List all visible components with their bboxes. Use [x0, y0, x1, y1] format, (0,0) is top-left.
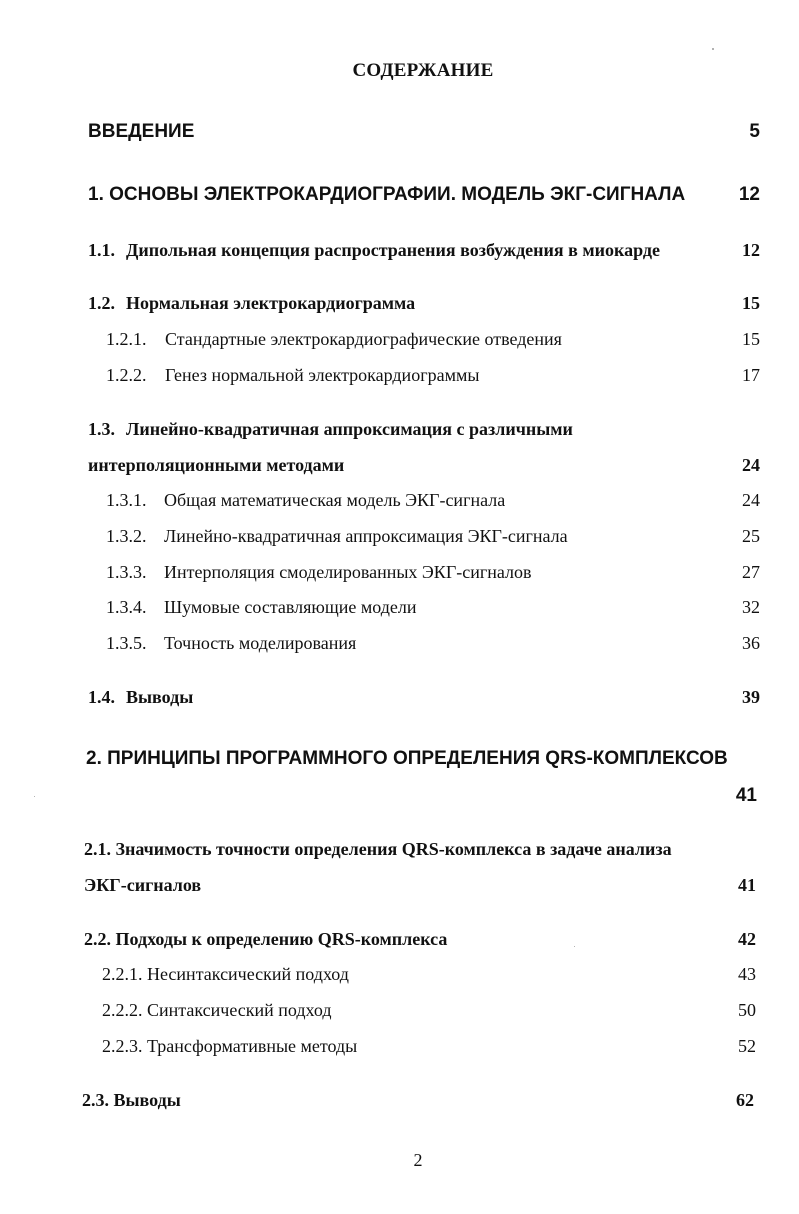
- toc-entry-page: 15: [742, 329, 760, 349]
- toc-entry-text: ЭКГ-сигналов: [84, 875, 202, 895]
- toc-entry-text: Точность моделирования: [164, 633, 357, 653]
- toc-entry-page: 36: [742, 633, 760, 653]
- toc-section-number: 1.3.1.: [106, 490, 147, 510]
- toc-subsection-1-2-2[interactable]: [106, 365, 760, 389]
- toc-entry-page: 52: [738, 1036, 756, 1056]
- toc-section-2-1[interactable]: [84, 839, 756, 863]
- toc-entry-text: Выводы: [126, 687, 194, 707]
- toc-entry-text: Общая математическая модель ЭКГ-сигнала: [164, 490, 506, 510]
- toc-entry-page: 5: [749, 121, 760, 142]
- toc-section-1-1[interactable]: [88, 240, 760, 264]
- toc-entry-page: 25: [742, 526, 760, 546]
- toc-entry-page: 39: [742, 687, 760, 707]
- toc-entry-page: 24: [742, 490, 760, 510]
- toc-section-number: 1.2.: [88, 293, 115, 313]
- toc-section-number: 1.3.: [88, 419, 115, 439]
- toc-entry-text: 2.2. Подходы к определению QRS-комплекса: [84, 929, 448, 949]
- scan-speck: [34, 796, 35, 797]
- toc-subsection-1-3-1[interactable]: [106, 490, 760, 514]
- toc-entry-page: 17: [742, 365, 760, 385]
- toc-entry-text: Шумовые составляющие модели: [164, 597, 417, 617]
- toc-entry-page: 41: [738, 875, 756, 895]
- toc-entry-text: 1. ОСНОВЫ ЭЛЕКТРОКАРДИОГРАФИИ. МОДЕЛЬ ЭКГ-СИГНАЛА: [88, 184, 686, 205]
- toc-entry-text: Стандартные электрокардиографические отведения: [165, 329, 562, 349]
- toc-entry-text: 2.2.1. Несинтаксический подход: [102, 964, 349, 984]
- toc-entry-page: 43: [738, 964, 756, 984]
- toc-subsection-2-2-3[interactable]: [102, 1036, 756, 1060]
- scan-speck: [574, 946, 575, 947]
- toc-entry-text: Интерполяция смоделированных ЭКГ-сигналов: [164, 562, 532, 582]
- toc-section-number: 1.3.3.: [106, 562, 147, 582]
- page-title: СОДЕРЖАНИЕ: [352, 60, 494, 81]
- toc-section-1-4[interactable]: [88, 687, 760, 711]
- toc-entry-page: 50: [738, 1000, 756, 1020]
- toc-entry-text: 2.3. Выводы: [82, 1090, 181, 1110]
- toc-chapter-1[interactable]: [88, 184, 760, 208]
- toc-section-2-1-continued[interactable]: [84, 875, 756, 899]
- toc-entry-text: 2.2.2. Синтаксический подход: [102, 1000, 332, 1020]
- toc-section-number: 1.3.2.: [106, 526, 147, 546]
- toc-entry-text: Линейно-квадратичная аппроксимация с различными: [126, 419, 573, 439]
- toc-entry-page: 42: [738, 929, 756, 949]
- toc-chapter-2-page-row[interactable]: [86, 785, 760, 809]
- toc-subsection-1-3-4[interactable]: [106, 597, 760, 621]
- toc-section-2-3[interactable]: [82, 1090, 756, 1114]
- toc-entry-intro[interactable]: [88, 121, 760, 145]
- toc-entry-page: 15: [742, 293, 760, 313]
- toc-section-number: 1.1.: [88, 240, 115, 260]
- toc-entry-text: ВВЕДЕНИЕ: [88, 121, 195, 142]
- toc-section-1-3[interactable]: [88, 419, 760, 443]
- toc-entry-page: 24: [742, 455, 760, 475]
- toc-section-number: 1.2.1.: [106, 329, 147, 349]
- toc-entry-page: 62: [736, 1090, 754, 1110]
- toc-subsection-1-2-1[interactable]: [106, 329, 760, 353]
- toc-subsection-1-3-2[interactable]: [106, 526, 760, 550]
- toc-subsection-2-2-1[interactable]: [102, 964, 756, 988]
- toc-section-number: 1.2.2.: [106, 365, 147, 385]
- toc-section-1-2[interactable]: [88, 293, 760, 317]
- scan-speck: [712, 48, 714, 50]
- toc-entry-text: 2. ПРИНЦИПЫ ПРОГРАММНОГО ОПРЕДЕЛЕНИЯ QRS-КОМПЛЕКСОВ: [86, 748, 728, 769]
- toc-entry-text: Генез нормальной электрокардиограммы: [165, 365, 480, 385]
- toc-entry-text: интерполяционными методами: [88, 455, 345, 475]
- toc-entry-page: 32: [742, 597, 760, 617]
- toc-section-number: 1.4.: [88, 687, 115, 707]
- toc-subsection-1-3-5[interactable]: [106, 633, 760, 657]
- toc-entry-page: 27: [742, 562, 760, 582]
- toc-entry-text: 2.2.3. Трансформативные методы: [102, 1036, 358, 1056]
- toc-section-2-2[interactable]: [84, 929, 756, 953]
- toc-entry-page: 12: [742, 240, 760, 260]
- toc-entry-page: 41: [735, 785, 757, 806]
- toc-entry-page: 12: [738, 184, 760, 205]
- toc-entry-text: Линейно-квадратичная аппроксимация ЭКГ-сигнала: [164, 526, 568, 546]
- toc-entry-text: Дипольная концепция распространения возбуждения в миокарде: [126, 240, 660, 260]
- toc-section-1-3-continued[interactable]: [88, 455, 760, 479]
- toc-section-number: 1.3.5.: [106, 633, 147, 653]
- toc-entry-text: Нормальная электрокардиограмма: [126, 293, 416, 313]
- toc-section-number: 1.3.4.: [106, 597, 147, 617]
- toc-chapter-2[interactable]: [86, 748, 760, 772]
- page-number: 2: [413, 1150, 423, 1170]
- toc-subsection-2-2-2[interactable]: [102, 1000, 756, 1024]
- toc-entry-text: 2.1. Значимость точности определения QRS-комплекса в задаче анализа: [84, 839, 672, 859]
- toc-subsection-1-3-3[interactable]: [106, 562, 760, 586]
